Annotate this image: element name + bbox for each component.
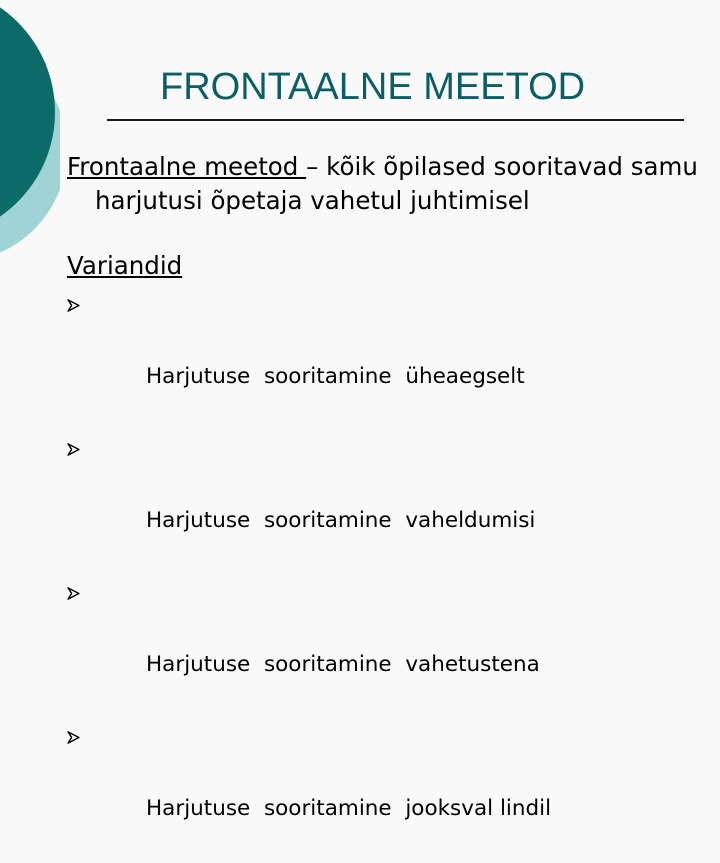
list-item-text: Harjutuse sooritamine vahetustena bbox=[146, 652, 540, 677]
list-item bbox=[67, 287, 707, 431]
list-item-text: Harjutuse sooritamine üheaegselt bbox=[146, 364, 525, 389]
variants-heading: Variandid bbox=[67, 251, 183, 280]
slide-body bbox=[67, 150, 707, 863]
arrowhead-bullet-icon bbox=[67, 299, 80, 312]
definition-paragraph bbox=[67, 150, 707, 218]
decorative-circles bbox=[0, 0, 60, 300]
list-item-text: Harjutuse sooritamine vaheldumisi bbox=[146, 508, 536, 533]
title-underline-rule bbox=[107, 119, 684, 121]
definition-text: – kõik õpilased sooritavad samu harjutusi õpetaja vahetul juhtimisel bbox=[95, 152, 698, 215]
list-item-text: Harjutuse sooritamine jooksval lindil bbox=[146, 796, 552, 821]
list-item bbox=[67, 431, 707, 575]
arrowhead-bullet-icon bbox=[67, 587, 80, 600]
list-item bbox=[67, 719, 707, 863]
arrowhead-bullet-icon bbox=[67, 443, 80, 456]
slide-title: FRONTAALNE MEETOD bbox=[160, 66, 586, 108]
definition-term: Frontaalne meetod bbox=[67, 152, 307, 181]
list-item bbox=[67, 575, 707, 719]
arrowhead-bullet-icon bbox=[67, 731, 80, 744]
variants-list bbox=[67, 287, 707, 863]
